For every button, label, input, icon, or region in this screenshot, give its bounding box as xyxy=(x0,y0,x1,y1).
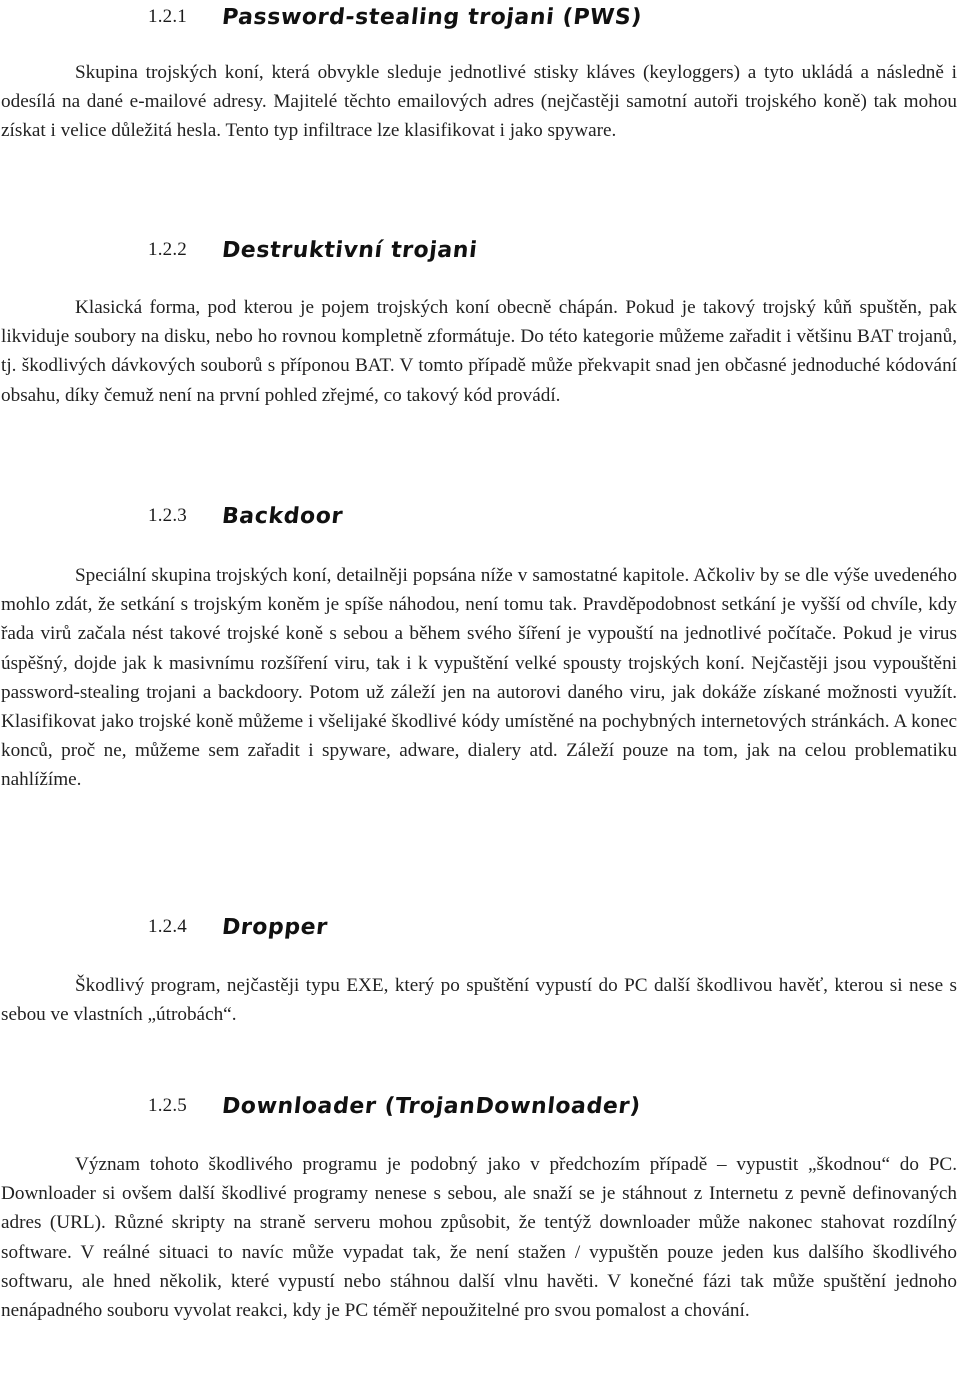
section-heading xyxy=(148,1089,960,1123)
section-heading xyxy=(148,233,960,267)
section-password-stealing xyxy=(0,0,960,146)
section-number: 1.2.4 xyxy=(148,916,187,937)
section-paragraph: Skupina trojských koní, která obvykle sleduje jednotlivé stisky kláves (keyloggers) a tyto ukládá a následně i odesílá na dané e-mailové adresy. Majitelé těchto emailových adres (nejčastěji samotní autoři trojského koně) tak mohou získat i velice důležitá hesla. Tento typ infiltrace lze klasifikovat i jako spyware. xyxy=(1,62,957,142)
section-number: 1.2.1 xyxy=(148,6,187,27)
section-backdoor xyxy=(0,499,960,795)
section-paragraph: Význam tohoto škodlivého programu je podobný jako v předchozím případě – vypustit „škodnou“ do PC. Downloader si ovšem další škodlivé programy nenese s sebou, ale snaží se je stáhnout z Internetu z pevně definovaných adres (URL). Různé skripty na straně serveru mohou způsobit, že tentýž downloader může nakonec stahovat rozdílný software. V reálné situaci to navíc může vypadat tak, že není stažen / vypuštěn pouze jeden kus dalšího škodlivého softwaru, ale hned několik, které vypustí nebo stáhnou další vlnu havěti. V konečné fázi tak může spuštění jednoho nenápadného souboru vyvolat reakci, kdy je PC téměř nepoužitelné pro svou pomalost a chování. xyxy=(1,1154,957,1322)
section-paragraph: Škodlivý program, nejčastěji typu EXE, který po spuštění vypustí do PC další škodlivou havěť, kterou si nese s sebou ve vlastních „útrobách“. xyxy=(1,975,957,1026)
section-title: Dropper xyxy=(220,914,330,940)
section-title: Destruktivní trojani xyxy=(220,237,479,263)
section-destruktivni xyxy=(0,233,960,410)
section-title: Password-stealing trojani (PWS) xyxy=(220,4,644,30)
section-number: 1.2.2 xyxy=(148,239,187,260)
section-heading xyxy=(148,499,960,533)
section-dropper xyxy=(0,910,960,1029)
section-paragraph: Klasická forma, pod kterou je pojem trojských koní obecně chápán. Pokud je takový trojský kůň spuštěn, pak likviduje soubory na disku, nebo ho rovnou kompletně zformátuje. Do této kategorie můžeme zařadit i většinu BAT trojanů, tj. škodlivých dávkových souborů s příponou BAT. V tomto případě může překvapit snad jen občasné jednoduché kódování obsahu, díky čemuž není na první pohled zřejmé, co takový kód provádí. xyxy=(1,297,957,406)
section-heading xyxy=(148,0,960,34)
section-number: 1.2.3 xyxy=(148,505,187,526)
section-paragraph: Speciální skupina trojských koní, detailněji popsána níže v samostatné kapitole. Ačkoliv by se dle výše uvedeného mohlo zdát, že setkání s trojským koněm je spíše náhodou, není tomu tak. Pravděpodobnost setkání je vyšší od chvíle, kdy řada virů začala nést takové trojské koně s sebou a během svého šíření je vypouští na jednotlivé počítače. Pokud je virus úspěšný, dojde jak k masivnímu rozšíření viru, tak i k vypuštění velké spousty trojských koní. Nejčastěji jsou vypouštěni password-stealing trojani a backdoory. Potom už záleží jen na autorovi daného viru, jak dokáže získané možnosti využít. Klasifikovat jako trojské koně můžeme i všelijaké škodlivé kódy umístěné na pochybných internetových stránkách. A konec konců, proč ne, můžeme sem zařadit i spyware, adware, dialery atd. Záleží pouze na tom, jak na celou problematiku nahlížíme. xyxy=(1,565,957,791)
section-heading xyxy=(148,910,960,944)
section-number: 1.2.5 xyxy=(148,1095,187,1116)
section-title: Backdoor xyxy=(220,503,345,529)
section-title: Downloader (TrojanDownloader) xyxy=(220,1093,642,1119)
section-downloader xyxy=(0,1089,960,1325)
